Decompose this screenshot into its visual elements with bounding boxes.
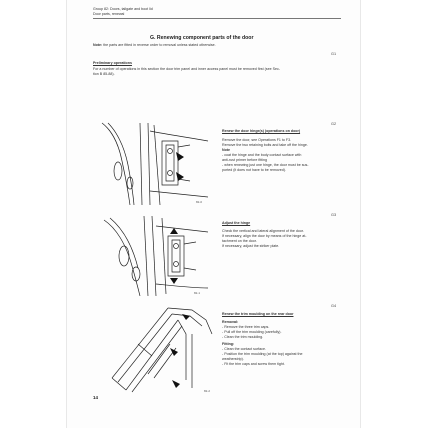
trim-removal-step: - Pull off the trim moulding (carefully). (222, 330, 282, 334)
header-group: Group 82: Doors, tailgate and boot lid (93, 7, 153, 11)
hinge-renew-line: Remove the two retaining bolts and take off the hinge. (222, 143, 308, 147)
figure-code: 82-0 (196, 200, 203, 204)
hinge-renew-line: Remove the door, see Operations F1 to F3. (222, 138, 292, 142)
hinge-adjust-figure (102, 214, 210, 296)
note-label: Note: (93, 43, 103, 47)
trim-renew-heading: Renew the trim moulding on the rear door (222, 312, 294, 316)
trim-fitting-label: Fitting: (222, 342, 235, 346)
hinge-renew-heading: Renew the door hinge(s) (operations on door) (222, 129, 301, 133)
preliminary-heading: Preliminary operations (93, 61, 132, 65)
ref-g4: G4 (331, 304, 337, 308)
section-title: G. Renewing component parts of the door (150, 35, 254, 41)
note-line (93, 44, 216, 48)
hinge-adjust-heading: Adjust the hinge (222, 221, 251, 225)
hinge-adjust-line: tachment on the door. (222, 239, 257, 243)
page-number: 14 (93, 395, 98, 400)
hinge-renew-note: anti-rust primer before fitting (222, 158, 267, 162)
door-hinge-figure (100, 121, 212, 206)
hinge-renew-note: - coat the hinge and the body contact surface with (222, 153, 302, 157)
trim-removal-label: Removal: (222, 320, 239, 324)
preliminary-line: tion B 85-88). (93, 72, 115, 76)
figure-code: 82-2 (204, 389, 211, 393)
hinge-renew-note: ported (it does not have to be removed). (222, 168, 286, 172)
hinge-renew-note: - when renewing just one hinge, the door must be sus- (222, 163, 309, 167)
ref-g3: G3 (331, 213, 337, 217)
trim-fitting-step: - Clean the contact surface. (222, 347, 266, 351)
hinge-renew-note-label: Note (222, 148, 230, 152)
trim-fitting-step: weatherstrip). (222, 357, 244, 361)
header-rule (93, 18, 341, 19)
trim-removal-step: - Clean the trim moulding. (222, 335, 264, 339)
hinge-adjust-line: Check the vertical and lateral alignment of the door. (222, 229, 304, 233)
trim-fitting-step: - Fit the trim caps and screw them tight. (222, 362, 285, 366)
ref-g2: G2 (331, 122, 337, 126)
trim-moulding-figure (108, 304, 220, 394)
trim-fitting-step: - Position the trim moulding (at the top) against the (222, 352, 303, 356)
preliminary-line: For a number of operations in this section the door trim panel and inner access panel must be removed first (see Sec- (93, 67, 280, 71)
figure-code: 82-1 (194, 291, 201, 295)
ref-g1: G1 (331, 52, 337, 56)
note-text: the parts are fitted in reverse order to removal unless stated otherwise. (103, 43, 216, 47)
trim-removal-step: - Remove the three trim caps. (222, 325, 270, 329)
header-subtitle: Door parts, renewal (93, 12, 125, 16)
hinge-adjust-line: If necessary, adjust the striker plate. (222, 244, 280, 248)
hinge-adjust-line: If necessary, align the door by means of the hinge at- (222, 234, 307, 238)
